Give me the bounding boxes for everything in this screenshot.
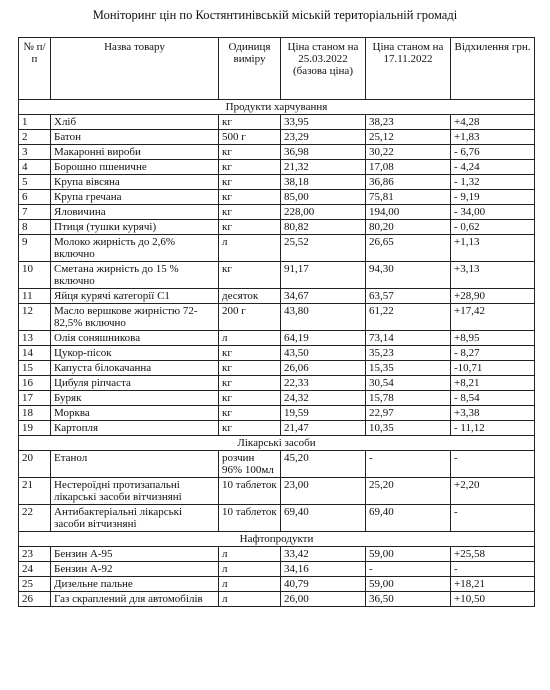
cell-deviation: +28,90	[451, 289, 535, 304]
cell-name: Батон	[51, 130, 219, 145]
cell-name: Крупа гречана	[51, 190, 219, 205]
cell-deviation: +10,50	[451, 592, 535, 607]
cell-num: 26	[19, 592, 51, 607]
cell-base-price: 40,79	[281, 577, 366, 592]
cell-num: 6	[19, 190, 51, 205]
table-row	[19, 406, 535, 421]
cell-unit: л	[219, 235, 281, 262]
table-row	[19, 289, 535, 304]
cell-unit: 10 таблеток	[219, 478, 281, 505]
cell-name: Етанол	[51, 451, 219, 478]
cell-num: 2	[19, 130, 51, 145]
cell-unit: розчин 96% 100мл	[219, 451, 281, 478]
cell-unit: кг	[219, 145, 281, 160]
cell-current-price: 25,12	[366, 130, 451, 145]
table-row	[19, 391, 535, 406]
cell-unit: кг	[219, 421, 281, 436]
cell-deviation: -10,71	[451, 361, 535, 376]
cell-base-price: 26,06	[281, 361, 366, 376]
cell-base-price: 43,50	[281, 346, 366, 361]
col-header-name: Назва товару	[51, 38, 219, 100]
cell-name: Антибактеріальні лікарські засоби вітчизняні	[51, 505, 219, 532]
cell-num: 9	[19, 235, 51, 262]
cell-name: Молоко жирність до 2,6% включно	[51, 235, 219, 262]
cell-unit: кг	[219, 220, 281, 235]
cell-base-price: 33,95	[281, 115, 366, 130]
cell-current-price: -	[366, 562, 451, 577]
cell-base-price: 23,29	[281, 130, 366, 145]
cell-num: 7	[19, 205, 51, 220]
cell-base-price: 21,47	[281, 421, 366, 436]
section-row	[19, 532, 535, 547]
cell-name: Дизельне пальне	[51, 577, 219, 592]
cell-name: Бензин А-95	[51, 547, 219, 562]
cell-current-price: 35,23	[366, 346, 451, 361]
cell-current-price: 59,00	[366, 547, 451, 562]
cell-base-price: 33,42	[281, 547, 366, 562]
cell-name: Капуста білокачанна	[51, 361, 219, 376]
cell-num: 15	[19, 361, 51, 376]
cell-deviation: - 1,32	[451, 175, 535, 190]
header-row	[19, 38, 535, 100]
cell-unit: л	[219, 331, 281, 346]
cell-base-price: 43,80	[281, 304, 366, 331]
cell-current-price: 25,20	[366, 478, 451, 505]
table-row	[19, 562, 535, 577]
cell-base-price: 21,32	[281, 160, 366, 175]
cell-num: 18	[19, 406, 51, 421]
cell-num: 10	[19, 262, 51, 289]
cell-deviation: -	[451, 505, 535, 532]
cell-current-price: 36,86	[366, 175, 451, 190]
cell-current-price: 73,14	[366, 331, 451, 346]
section-title: Нафтопродукти	[19, 532, 535, 547]
cell-current-price: 194,00	[366, 205, 451, 220]
cell-current-price: 10,35	[366, 421, 451, 436]
cell-deviation: - 4,24	[451, 160, 535, 175]
cell-name: Масло вершкове жирністю 72-82,5% включно	[51, 304, 219, 331]
cell-base-price: 45,20	[281, 451, 366, 478]
cell-num: 13	[19, 331, 51, 346]
col-header-num: № п/п	[19, 38, 51, 100]
cell-name: Цукор-пісок	[51, 346, 219, 361]
cell-deviation: +25,58	[451, 547, 535, 562]
cell-unit: кг	[219, 391, 281, 406]
table-row	[19, 331, 535, 346]
cell-base-price: 24,32	[281, 391, 366, 406]
cell-deviation: -	[451, 451, 535, 478]
cell-name: Сметана жирність до 15 % включно	[51, 262, 219, 289]
cell-name: Нестероїдні протизапальні лікарські засоби вітчизняні	[51, 478, 219, 505]
cell-unit: л	[219, 592, 281, 607]
cell-num: 5	[19, 175, 51, 190]
section-row	[19, 100, 535, 115]
cell-deviation: +17,42	[451, 304, 535, 331]
cell-base-price: 22,33	[281, 376, 366, 391]
cell-deviation: +8,95	[451, 331, 535, 346]
cell-current-price: 30,54	[366, 376, 451, 391]
cell-deviation: - 6,76	[451, 145, 535, 160]
cell-current-price: 63,57	[366, 289, 451, 304]
cell-current-price: 69,40	[366, 505, 451, 532]
cell-unit: кг	[219, 175, 281, 190]
cell-name: Яловичина	[51, 205, 219, 220]
cell-base-price: 69,40	[281, 505, 366, 532]
cell-deviation: - 9,19	[451, 190, 535, 205]
cell-name: Макаронні вироби	[51, 145, 219, 160]
table-row	[19, 190, 535, 205]
cell-num: 12	[19, 304, 51, 331]
cell-unit: л	[219, 562, 281, 577]
cell-name: Бензин А-92	[51, 562, 219, 577]
cell-name: Олія соняшникова	[51, 331, 219, 346]
cell-unit: кг	[219, 346, 281, 361]
table-row	[19, 145, 535, 160]
table-row	[19, 262, 535, 289]
cell-unit: л	[219, 577, 281, 592]
cell-num: 19	[19, 421, 51, 436]
cell-base-price: 228,00	[281, 205, 366, 220]
cell-name: Крупа вівсяна	[51, 175, 219, 190]
col-header-base-price: Ціна станом на 25.03.2022 (базова ціна)	[281, 38, 366, 100]
cell-current-price: 94,30	[366, 262, 451, 289]
cell-name: Газ скраплений для автомобілів	[51, 592, 219, 607]
cell-num: 16	[19, 376, 51, 391]
cell-base-price: 25,52	[281, 235, 366, 262]
table-row	[19, 130, 535, 145]
cell-unit: л	[219, 547, 281, 562]
cell-unit: десяток	[219, 289, 281, 304]
cell-current-price: 38,23	[366, 115, 451, 130]
table-row	[19, 205, 535, 220]
table-row	[19, 361, 535, 376]
table-row	[19, 376, 535, 391]
cell-unit: 200 г	[219, 304, 281, 331]
cell-deviation: +18,21	[451, 577, 535, 592]
cell-unit: 500 г	[219, 130, 281, 145]
col-header-unit: Одиниця виміру	[219, 38, 281, 100]
cell-base-price: 36,98	[281, 145, 366, 160]
table-row	[19, 346, 535, 361]
cell-current-price: 17,08	[366, 160, 451, 175]
cell-unit: кг	[219, 406, 281, 421]
cell-current-price: 15,35	[366, 361, 451, 376]
cell-base-price: 34,16	[281, 562, 366, 577]
table-row	[19, 115, 535, 130]
cell-name: Цибуля ріпчаста	[51, 376, 219, 391]
cell-current-price: 26,65	[366, 235, 451, 262]
cell-num: 25	[19, 577, 51, 592]
cell-current-price: 75,81	[366, 190, 451, 205]
cell-current-price: -	[366, 451, 451, 478]
cell-name: Птиця (тушки курячі)	[51, 220, 219, 235]
table-row	[19, 577, 535, 592]
cell-num: 24	[19, 562, 51, 577]
cell-deviation: +2,20	[451, 478, 535, 505]
cell-unit: 10 таблеток	[219, 505, 281, 532]
section-row	[19, 436, 535, 451]
cell-base-price: 23,00	[281, 478, 366, 505]
price-table	[18, 37, 535, 607]
cell-deviation: +3,13	[451, 262, 535, 289]
cell-current-price: 61,22	[366, 304, 451, 331]
cell-deviation: +4,28	[451, 115, 535, 130]
cell-deviation: - 0,62	[451, 220, 535, 235]
cell-num: 4	[19, 160, 51, 175]
cell-current-price: 59,00	[366, 577, 451, 592]
table-row	[19, 160, 535, 175]
cell-deviation: - 11,12	[451, 421, 535, 436]
cell-num: 23	[19, 547, 51, 562]
cell-num: 22	[19, 505, 51, 532]
cell-base-price: 85,00	[281, 190, 366, 205]
table-row	[19, 592, 535, 607]
cell-current-price: 22,97	[366, 406, 451, 421]
cell-name: Борошно пшеничне	[51, 160, 219, 175]
table-row	[19, 235, 535, 262]
cell-current-price: 30,22	[366, 145, 451, 160]
cell-num: 14	[19, 346, 51, 361]
table-body	[19, 100, 535, 607]
cell-base-price: 19,59	[281, 406, 366, 421]
page-title: Моніторинг цін по Костянтинівській міській територіальній громаді	[92, 8, 458, 22]
cell-current-price: 36,50	[366, 592, 451, 607]
cell-deviation: +3,38	[451, 406, 535, 421]
section-title: Лікарські засоби	[19, 436, 535, 451]
cell-name: Буряк	[51, 391, 219, 406]
cell-base-price: 38,18	[281, 175, 366, 190]
cell-unit: кг	[219, 160, 281, 175]
cell-num: 21	[19, 478, 51, 505]
cell-name: Хліб	[51, 115, 219, 130]
cell-deviation: +1,13	[451, 235, 535, 262]
cell-unit: кг	[219, 115, 281, 130]
table-row	[19, 547, 535, 562]
cell-unit: кг	[219, 262, 281, 289]
table-row	[19, 451, 535, 478]
cell-current-price: 15,78	[366, 391, 451, 406]
cell-unit: кг	[219, 376, 281, 391]
table-row	[19, 220, 535, 235]
cell-unit: кг	[219, 190, 281, 205]
col-header-deviation: Відхилення грн.	[451, 38, 535, 100]
cell-unit: кг	[219, 205, 281, 220]
cell-name: Морква	[51, 406, 219, 421]
cell-deviation: - 34,00	[451, 205, 535, 220]
cell-base-price: 64,19	[281, 331, 366, 346]
cell-num: 11	[19, 289, 51, 304]
cell-name: Яйця курячі категорії С1	[51, 289, 219, 304]
cell-deviation: -	[451, 562, 535, 577]
cell-num: 3	[19, 145, 51, 160]
cell-num: 17	[19, 391, 51, 406]
cell-num: 8	[19, 220, 51, 235]
cell-unit: кг	[219, 361, 281, 376]
col-header-current-price: Ціна станом на 17.11.2022	[366, 38, 451, 100]
cell-num: 20	[19, 451, 51, 478]
cell-deviation: - 8,54	[451, 391, 535, 406]
table-row	[19, 304, 535, 331]
cell-base-price: 80,82	[281, 220, 366, 235]
cell-base-price: 34,67	[281, 289, 366, 304]
cell-deviation: +1,83	[451, 130, 535, 145]
cell-current-price: 80,20	[366, 220, 451, 235]
table-row	[19, 478, 535, 505]
cell-deviation: - 8,27	[451, 346, 535, 361]
cell-name: Картопля	[51, 421, 219, 436]
cell-base-price: 26,00	[281, 592, 366, 607]
table-row	[19, 175, 535, 190]
cell-base-price: 91,17	[281, 262, 366, 289]
section-title: Продукти харчування	[19, 100, 535, 115]
table-row	[19, 421, 535, 436]
cell-num: 1	[19, 115, 51, 130]
table-row	[19, 505, 535, 532]
cell-deviation: +8,21	[451, 376, 535, 391]
